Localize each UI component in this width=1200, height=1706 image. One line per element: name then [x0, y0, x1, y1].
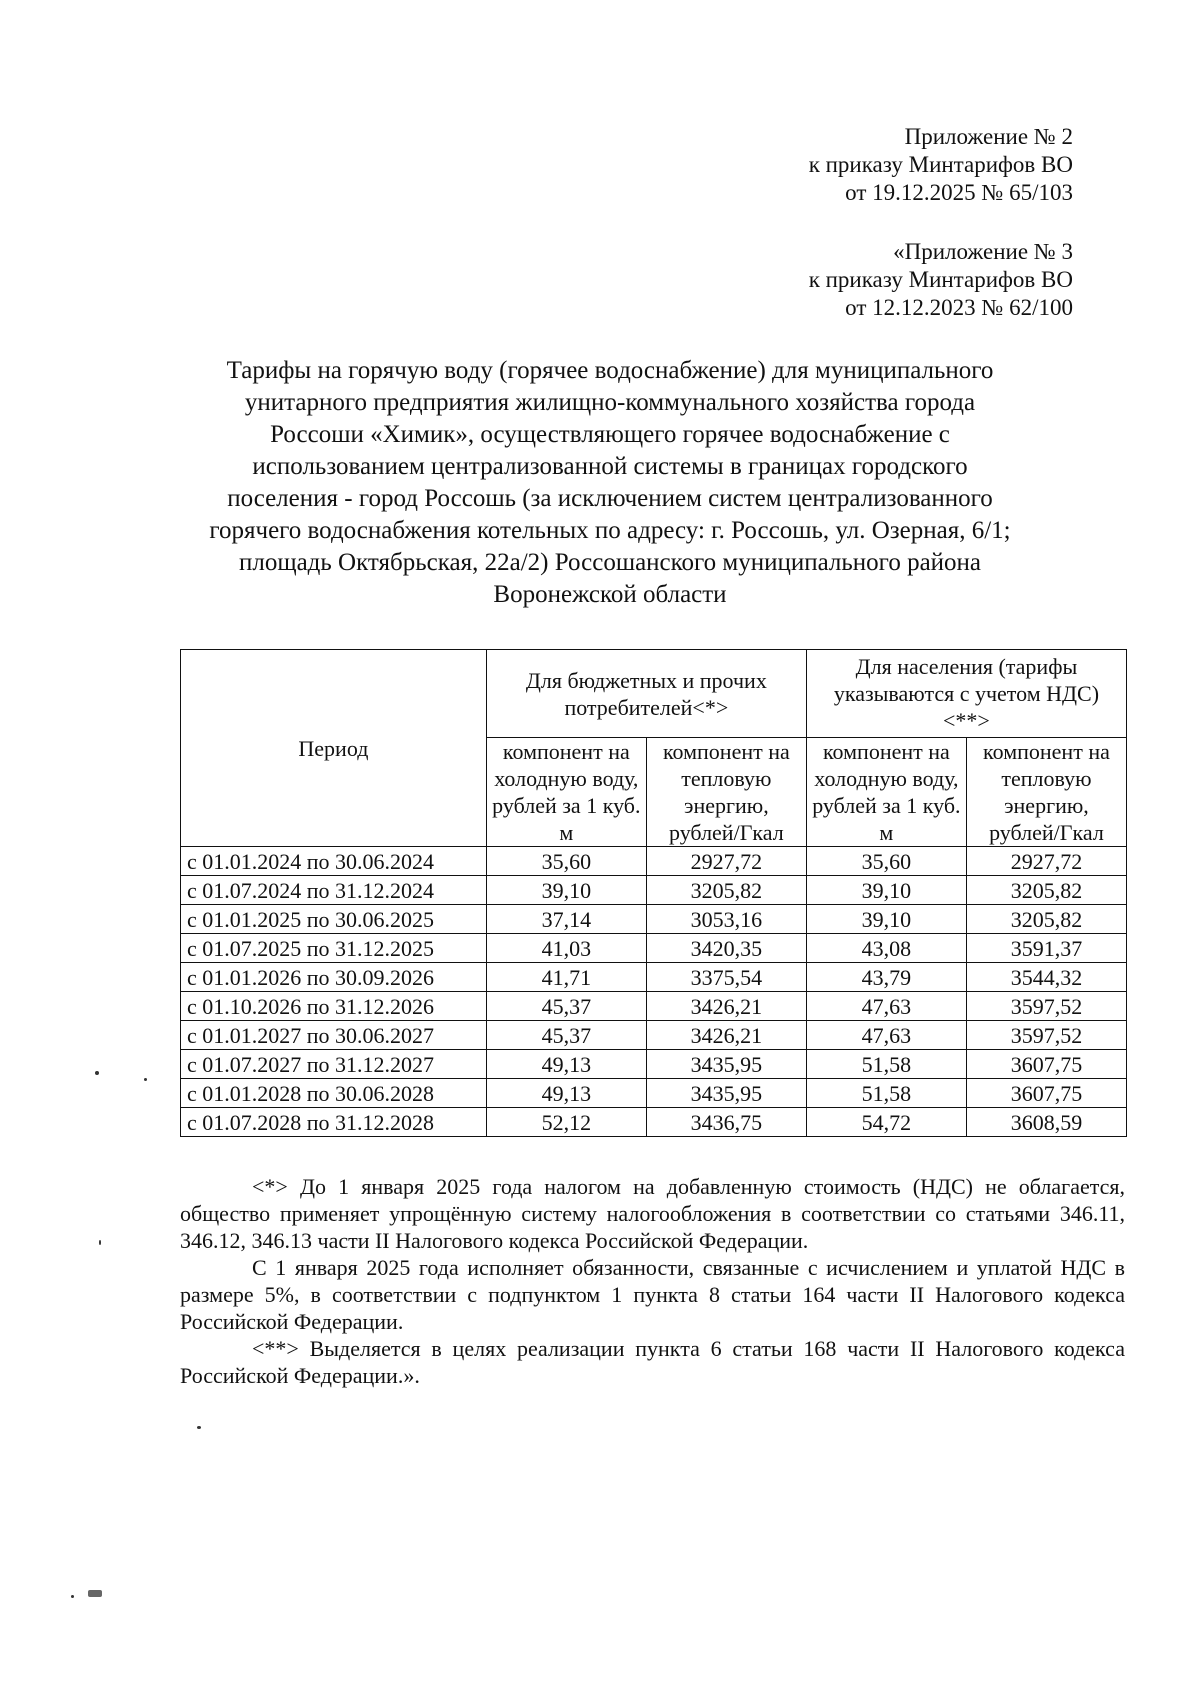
footnote-vat-exemption: <*> До 1 января 2025 года налогом на добавленную стоимость (НДС) не облагается, общество применяет упрощённую систему налогообложения в соответствии со статьями 346.11, 346.12, 346.13 части II Налогового кодекса Российской Федерации. — [180, 1174, 1125, 1253]
attachment-reference-current — [809, 123, 1073, 207]
title-line: Воронежской области — [493, 581, 727, 608]
population-cold-cell: 51,58 — [806, 1050, 966, 1079]
population-cold-cell: 43,08 — [806, 934, 966, 963]
footnote-vat-allocation: <**> Выделяется в целях реализации пункта 6 статьи 168 части II Налогового кодекса Российской Федерации.». — [180, 1336, 1125, 1388]
title-line: унитарного предприятия жилищно-коммунального хозяйства города — [244, 389, 976, 416]
population-heat-cell: 3607,75 — [966, 1079, 1126, 1108]
population-cold-cell: 39,10 — [806, 905, 966, 934]
period-cell: с 01.07.2024 по 31.12.2024 — [181, 876, 487, 905]
budget-heat-cell: 3435,95 — [646, 1050, 806, 1079]
scan-speck — [71, 1595, 74, 1598]
population-cold-cell: 47,63 — [806, 1021, 966, 1050]
scan-speck — [88, 1590, 102, 1597]
footnote-vat-obligation: С 1 января 2025 года исполняет обязанности, связанные с исчислением и уплатой НДС в размере 5%, в соответствии с подпунктом 1 пункта 8 статьи 164 части II Налогового кодекса Российской Федерации. — [180, 1255, 1125, 1334]
header-budget-cold-water: компонент на холодную воду, рублей за 1 куб. м — [486, 738, 646, 847]
population-heat-cell: 3205,82 — [966, 905, 1126, 934]
table-row — [181, 934, 1127, 963]
population-heat-cell: 3597,52 — [966, 992, 1126, 1021]
population-heat-cell: 3591,37 — [966, 934, 1126, 963]
attachment-order: к приказу Минтарифов ВО — [808, 267, 1073, 292]
budget-heat-cell: 3205,82 — [646, 876, 806, 905]
header-group-population: Для населения (тарифы указываются с учетом НДС) <**> — [806, 650, 1126, 738]
title-line: Тарифы на горячую воду (горячее водоснабжение) для муниципального — [226, 357, 994, 384]
population-cold-cell: 54,72 — [806, 1108, 966, 1137]
table-row — [181, 847, 1127, 876]
population-heat-cell: 3607,75 — [966, 1050, 1126, 1079]
population-heat-cell: 3205,82 — [966, 876, 1126, 905]
title-line: площадь Октябрьская, 22а/2) Россошанского муниципального района — [238, 549, 982, 576]
budget-cold-cell: 35,60 — [486, 847, 646, 876]
period-cell: с 01.07.2027 по 31.12.2027 — [181, 1050, 487, 1079]
table-row — [181, 876, 1127, 905]
title-line: Россоши «Химик», осуществляющего горячее водоснабжение с — [270, 421, 950, 448]
population-cold-cell: 35,60 — [806, 847, 966, 876]
header-period: Период — [181, 650, 487, 847]
attachment-number: «Приложение № 3 — [893, 239, 1073, 264]
document-title — [180, 355, 1040, 611]
title-line: использованием централизованной системы в границах городского — [252, 453, 968, 480]
budget-heat-cell: 3436,75 — [646, 1108, 806, 1137]
period-cell: с 01.07.2025 по 31.12.2025 — [181, 934, 487, 963]
budget-cold-cell: 52,12 — [486, 1108, 646, 1137]
table-row — [181, 1108, 1127, 1137]
population-cold-cell: 51,58 — [806, 1079, 966, 1108]
population-heat-cell: 3544,32 — [966, 963, 1126, 992]
header-population-heat-energy: компонент на тепловую энергию, рублей/Гкал — [966, 738, 1126, 847]
budget-cold-cell: 49,13 — [486, 1079, 646, 1108]
budget-cold-cell: 41,03 — [486, 934, 646, 963]
table-row — [181, 992, 1127, 1021]
attachment-reference-original — [809, 238, 1073, 322]
tariffs-table — [180, 649, 1127, 1137]
budget-cold-cell: 45,37 — [486, 992, 646, 1021]
population-heat-cell: 2927,72 — [966, 847, 1126, 876]
table-row — [181, 963, 1127, 992]
population-cold-cell: 47,63 — [806, 992, 966, 1021]
population-cold-cell: 43,79 — [806, 963, 966, 992]
attachment-number: Приложение № 2 — [904, 124, 1073, 149]
budget-heat-cell: 3435,95 — [646, 1079, 806, 1108]
period-cell: с 01.01.2025 по 30.06.2025 — [181, 905, 487, 934]
budget-cold-cell: 49,13 — [486, 1050, 646, 1079]
table-row — [181, 1050, 1127, 1079]
period-cell: с 01.01.2027 по 30.06.2027 — [181, 1021, 487, 1050]
table-row — [181, 1021, 1127, 1050]
budget-cold-cell: 39,10 — [486, 876, 646, 905]
budget-heat-cell: 3426,21 — [646, 1021, 806, 1050]
budget-heat-cell: 2927,72 — [646, 847, 806, 876]
attachment-date: от 12.12.2023 № 62/100 — [845, 295, 1073, 320]
period-cell: с 01.01.2024 по 30.06.2024 — [181, 847, 487, 876]
header-budget-heat-energy: компонент на тепловую энергию, рублей/Гкал — [646, 738, 806, 847]
header-group-budget: Для бюджетных и прочих потребителей<*> — [486, 650, 806, 738]
scan-speck — [99, 1240, 101, 1245]
population-heat-cell: 3608,59 — [966, 1108, 1126, 1137]
attachment-date: от 19.12.2025 № 65/103 — [845, 180, 1073, 205]
scan-speck — [144, 1078, 147, 1081]
scan-speck — [95, 1071, 99, 1075]
budget-cold-cell: 37,14 — [486, 905, 646, 934]
header-population-cold-water: компонент на холодную воду, рублей за 1 куб. м — [806, 738, 966, 847]
population-cold-cell: 39,10 — [806, 876, 966, 905]
budget-cold-cell: 41,71 — [486, 963, 646, 992]
budget-heat-cell: 3053,16 — [646, 905, 806, 934]
population-heat-cell: 3597,52 — [966, 1021, 1126, 1050]
footnotes — [180, 1173, 1125, 1389]
budget-cold-cell: 45,37 — [486, 1021, 646, 1050]
title-line: поселения - город Россошь (за исключением систем централизованного — [227, 485, 993, 512]
period-cell: с 01.01.2026 по 30.09.2026 — [181, 963, 487, 992]
table-row — [181, 905, 1127, 934]
scan-speck — [197, 1426, 201, 1429]
period-cell: с 01.01.2028 по 30.06.2028 — [181, 1079, 487, 1108]
table-row — [181, 1079, 1127, 1108]
attachment-order: к приказу Минтарифов ВО — [808, 152, 1073, 177]
budget-heat-cell: 3426,21 — [646, 992, 806, 1021]
title-line: горячего водоснабжения котельных по адресу: г. Россошь, ул. Озерная, 6/1; — [209, 517, 1011, 544]
budget-heat-cell: 3375,54 — [646, 963, 806, 992]
period-cell: с 01.07.2028 по 31.12.2028 — [181, 1108, 487, 1137]
budget-heat-cell: 3420,35 — [646, 934, 806, 963]
period-cell: с 01.10.2026 по 31.12.2026 — [181, 992, 487, 1021]
